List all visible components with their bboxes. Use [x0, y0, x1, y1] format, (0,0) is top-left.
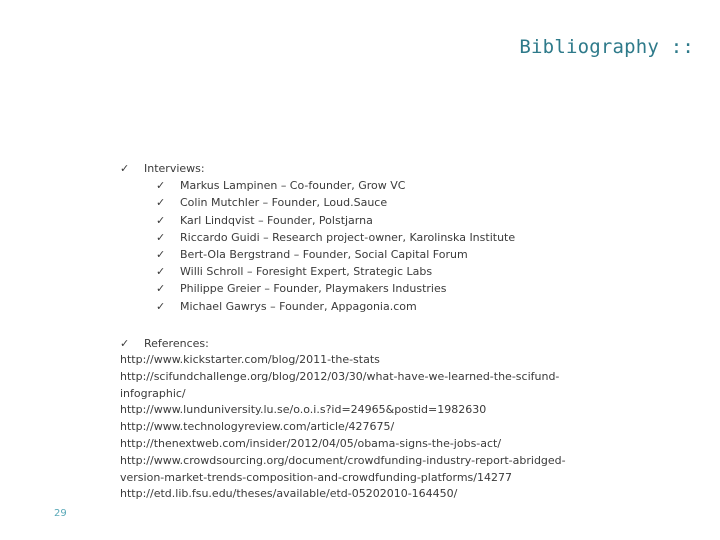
interview-entry: Bert-Ola Bergstrand – Founder, Social Capital Forum	[180, 248, 468, 262]
checkmark-icon: ✓	[156, 282, 166, 296]
reference-link[interactable]: http://www.lunduniversity.lu.se/o.o.i.s?id=24965&postid=1982630	[120, 403, 487, 417]
reference-link[interactable]: infographic/	[120, 386, 186, 400]
checkmark-icon: ✓	[156, 248, 166, 262]
bibliography-content	[120, 160, 600, 503]
reference-link[interactable]: http://thenextweb.com/insider/2012/04/05/obama-signs-the-jobs-act/	[120, 437, 502, 451]
checkmark-icon: ✓	[156, 230, 166, 244]
interview-entry: Philippe Greier – Founder, Playmakers Industries	[180, 282, 447, 296]
page-title: Bibliography ::	[519, 36, 694, 58]
references-heading	[120, 335, 600, 352]
reference-link[interactable]: http://scifundchallenge.org/blog/2012/03/30/what-have-we-learned-the-scifund-	[120, 369, 560, 383]
interviews-label: Interviews:	[144, 162, 205, 175]
checkmark-icon: ✓	[156, 179, 166, 193]
list-item	[120, 246, 600, 263]
list-item	[120, 229, 600, 246]
reference-link[interactable]: version-market-trends-composition-and-crowdfunding-platforms/14277	[120, 470, 512, 484]
interview-entry: Karl Lindqvist – Founder, Polstjarna	[180, 213, 373, 227]
list-item	[120, 177, 600, 194]
checkmark-icon: ✓	[156, 299, 166, 313]
list-item	[120, 298, 600, 315]
checkmark-icon: ✓	[120, 336, 130, 350]
list-item	[120, 212, 600, 229]
interview-entry: Michael Gawrys – Founder, Appagonia.com	[180, 299, 417, 313]
references-label: References:	[144, 336, 209, 350]
page-number: 29	[54, 508, 67, 519]
interview-entry: Willi Schroll – Foresight Expert, Strategic Labs	[180, 265, 433, 279]
interview-entry: Colin Mutchler – Founder, Loud.Sauce	[180, 196, 388, 210]
checkmark-icon: ✓	[156, 213, 166, 227]
interviews-heading	[120, 160, 600, 177]
list-item	[120, 194, 600, 211]
reference-link[interactable]: http://www.kickstarter.com/blog/2011-the-stats	[120, 353, 380, 367]
checkmark-icon: ✓	[120, 162, 130, 175]
list-item	[120, 280, 600, 297]
list-item	[120, 263, 600, 280]
reference-link[interactable]: http://www.crowdsourcing.org/document/crowdfunding-industry-report-abridged-	[120, 453, 566, 467]
interview-entry: Riccardo Guidi – Research project-owner, Karolinska Institute	[180, 230, 516, 244]
reference-link[interactable]: http://etd.lib.fsu.edu/theses/available/etd-05202010-164450/	[120, 487, 458, 501]
checkmark-icon: ✓	[156, 265, 166, 279]
interview-entry: Markus Lampinen – Co-founder, Grow VC	[180, 179, 406, 193]
reference-link[interactable]: http://www.technologyreview.com/article/427675/	[120, 420, 395, 434]
checkmark-icon: ✓	[156, 196, 166, 210]
section-spacer	[120, 315, 600, 335]
references-list	[120, 352, 600, 503]
